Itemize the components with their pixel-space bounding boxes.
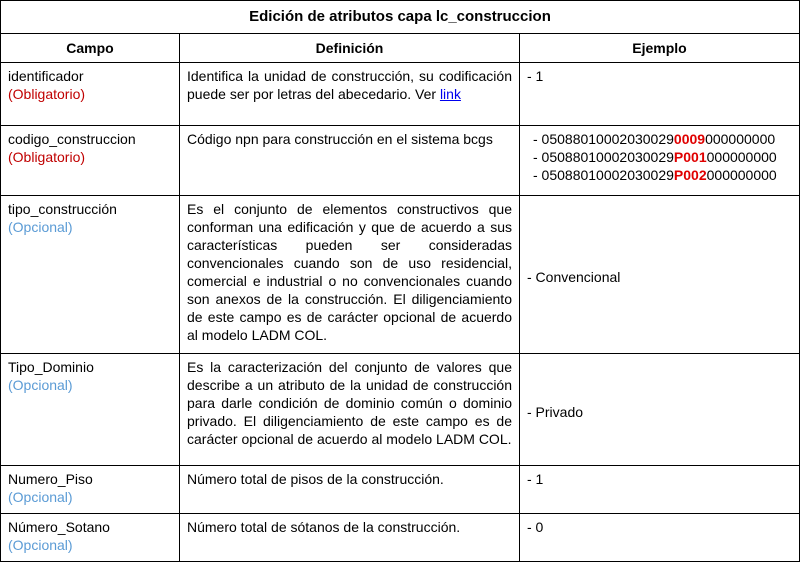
field-name: Número_Sotano <box>8 519 110 535</box>
code-highlight: 0009 <box>673 131 706 147</box>
field-cell <box>1 354 180 466</box>
field-name: Tipo_Dominio <box>8 359 94 375</box>
field-cell <box>1 63 180 126</box>
table-row <box>1 466 800 514</box>
field-cell <box>1 466 180 514</box>
definition-cell: Número total de pisos de la construcción. <box>180 466 520 514</box>
table-row <box>1 514 800 562</box>
definition-cell: Es el conjunto de elementos constructivos que conforman una edificación y que de acuerdo a sus características pueden ser consideradas convencionales cuando son de uso residencial, comercial e industrial o no convencionales cuando son anexos de la construcción. El diligenciamiento de este campo es de carácter opcional de acuerdo al modelo LADM COL. <box>180 196 520 354</box>
definition-cell: Código npn para construcción en el sistema bcgs <box>180 126 520 196</box>
example-cell <box>520 126 800 196</box>
table-row <box>1 196 800 354</box>
field-status: (Opcional) <box>8 219 73 235</box>
table-row <box>1 354 800 466</box>
header-campo: Campo <box>1 34 180 63</box>
definition-cell: Número total de sótanos de la construcción. <box>180 514 520 562</box>
code-line <box>527 130 792 148</box>
field-cell <box>1 196 180 354</box>
definition-cell: Es la caracterización del conjunto de valores que describe a un atributo de la unidad de construcción para darle condición de dominio común o dominio privado. El diligenciamiento de este campo es de carácter opcional de acuerdo al modelo LADM COL. <box>180 354 520 466</box>
example-cell: - Privado <box>520 354 800 466</box>
code-suffix: 000000000 <box>705 131 776 147</box>
field-status: (Opcional) <box>8 377 73 393</box>
field-status: (Opcional) <box>8 489 73 505</box>
example-cell: - Convencional <box>520 196 800 354</box>
example-cell: - 0 <box>520 514 800 562</box>
example-cell: - 1 <box>520 466 800 514</box>
code-line <box>527 148 792 166</box>
definition-cell <box>180 63 520 126</box>
code-highlight: P001 <box>673 149 707 165</box>
code-suffix: 000000000 <box>706 149 777 165</box>
code-suffix: 000000000 <box>706 167 777 183</box>
table-row <box>1 126 800 196</box>
field-name: tipo_construcción <box>8 201 117 217</box>
definition-link[interactable]: link <box>439 86 461 102</box>
field-status: (Obligatorio) <box>8 86 86 102</box>
field-cell <box>1 126 180 196</box>
field-name: codigo_construccion <box>8 131 136 147</box>
code-prefix: - 05088010002030029 <box>533 149 674 165</box>
code-line <box>527 166 792 184</box>
field-name: Numero_Piso <box>8 471 93 487</box>
definition-text: Identifica la unidad de construcción, su codificación puede ser por letras del abecedario. Ver <box>187 68 512 102</box>
field-name: identificador <box>8 68 84 84</box>
code-prefix: - 05088010002030029 <box>533 131 674 147</box>
field-status: (Opcional) <box>8 537 73 553</box>
field-status: (Obligatorio) <box>8 149 86 165</box>
table-row <box>1 63 800 126</box>
code-prefix: - 05088010002030029 <box>533 167 674 183</box>
code-highlight: P002 <box>673 167 707 183</box>
example-cell: - 1 <box>520 63 800 126</box>
table-title: Edición de atributos capa lc_construccion <box>1 1 800 34</box>
header-ejemplo: Ejemplo <box>520 34 800 63</box>
field-cell <box>1 514 180 562</box>
header-definicion: Definición <box>180 34 520 63</box>
